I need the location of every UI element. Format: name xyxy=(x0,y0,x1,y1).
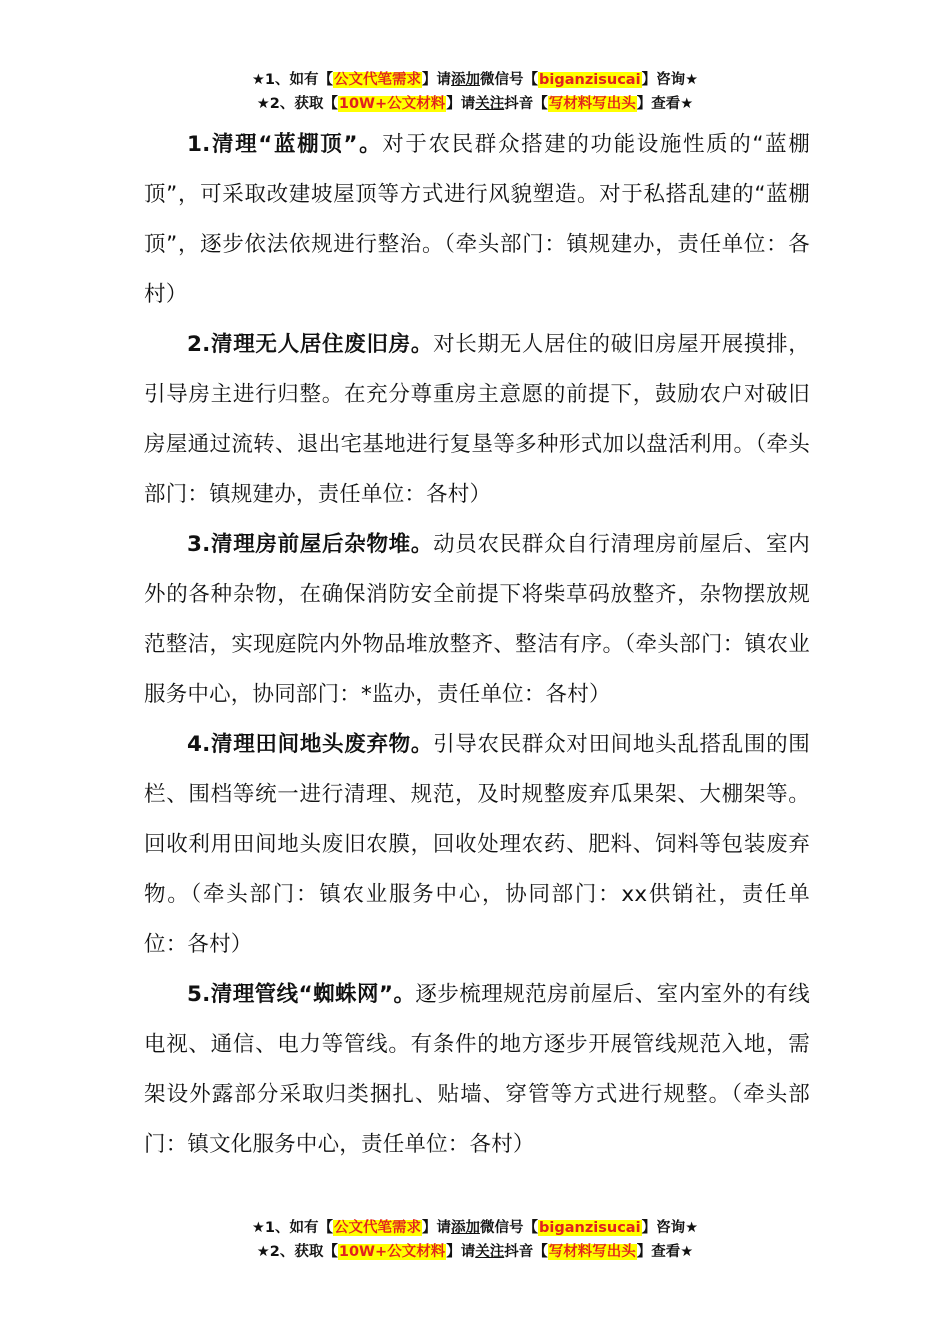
banner-line-2: ★2、获取【10W+公文材料】请关注抖音【写材料写出头】查看★ xyxy=(256,1244,694,1260)
banner-line-2: ★2、获取【10W+公文材料】请关注抖音【写材料写出头】查看★ xyxy=(256,96,694,112)
paragraph-1 xyxy=(144,120,810,320)
paragraph-text: 逐步梳理规范房前屋后、室内室外的有线电视、通信、电力等管线。有条件的地方逐步开展管线规范入地，需架设外露部分采取归类捆扎、贴墙、穿管等方式进行规整。（牵头部门：镇文化服务中心，责任单位：各村） xyxy=(144,982,810,1157)
highlight-douyin-account: 写材料写出头 xyxy=(548,1244,636,1260)
paragraph-4 xyxy=(144,720,810,970)
footer-banner xyxy=(0,1216,950,1264)
paragraph-5 xyxy=(144,970,810,1170)
highlight-douyin-account: 写材料写出头 xyxy=(548,96,636,112)
paragraph-heading: 3.清理房前屋后杂物堆。 xyxy=(187,532,434,557)
document-body xyxy=(144,120,810,1170)
header-banner xyxy=(0,68,950,116)
banner-line-1: ★1、如有【公文代笔需求】请添加微信号【biganzisucai】咨询★ xyxy=(251,1220,699,1236)
paragraph-heading: 2.清理无人居住废旧房。 xyxy=(187,332,434,357)
banner-line-1: ★1、如有【公文代笔需求】请添加微信号【biganzisucai】咨询★ xyxy=(251,72,699,88)
highlight-wechat-id: biganzisucai xyxy=(539,1220,641,1236)
paragraph-heading: 1.清理“蓝棚顶”。 xyxy=(187,132,383,157)
highlight-service: 公文代笔需求 xyxy=(334,1220,422,1236)
paragraph-heading: 4.清理田间地头废弃物。 xyxy=(187,732,434,757)
highlight-materials: 10W+公文材料 xyxy=(338,1244,446,1260)
paragraph-3 xyxy=(144,520,810,720)
paragraph-text: 引导农民群众对田间地头乱搭乱围的围栏、围档等统一进行清理、规范，及时规整废弃瓜果架、大棚架等。回收利用田间地头废旧农膜，回收处理农药、肥料、饲料等包装废弃物。（牵头部门：镇农业服务中心，协同部门：xx供销社，责任单位：各村） xyxy=(144,732,811,957)
paragraph-text: 动员农民群众自行清理房前屋后、室内外的各种杂物，在确保消防安全前提下将柴草码放整齐，杂物摆放规范整洁，实现庭院内外物品堆放整齐、整洁有序。（牵头部门：镇农业服务中心，协同部门：*监办，责任单位：各村） xyxy=(144,532,811,707)
highlight-service: 公文代笔需求 xyxy=(334,72,422,88)
paragraph-2 xyxy=(144,320,810,520)
paragraph-heading: 5.清理管线“蜘蛛网”。 xyxy=(187,982,416,1007)
paragraph-text: 对于农民群众搭建的功能设施性质的“蓝棚顶”，可采取改建坡屋顶等方式进行风貌塑造。对于私搭乱建的“蓝棚顶”，逐步依法依规进行整治。（牵头部门：镇规建办，责任单位：各村） xyxy=(144,132,810,307)
highlight-materials: 10W+公文材料 xyxy=(338,96,446,112)
paragraph-text: 对长期无人居住的破旧房屋开展摸排，引导房主进行归整。在充分尊重房主意愿的前提下，鼓励农户对破旧房屋通过流转、退出宅基地进行复垦等多种形式加以盘活利用。（牵头部门：镇规建办，责任单位：各村） xyxy=(144,332,811,507)
highlight-wechat-id: biganzisucai xyxy=(539,72,641,88)
